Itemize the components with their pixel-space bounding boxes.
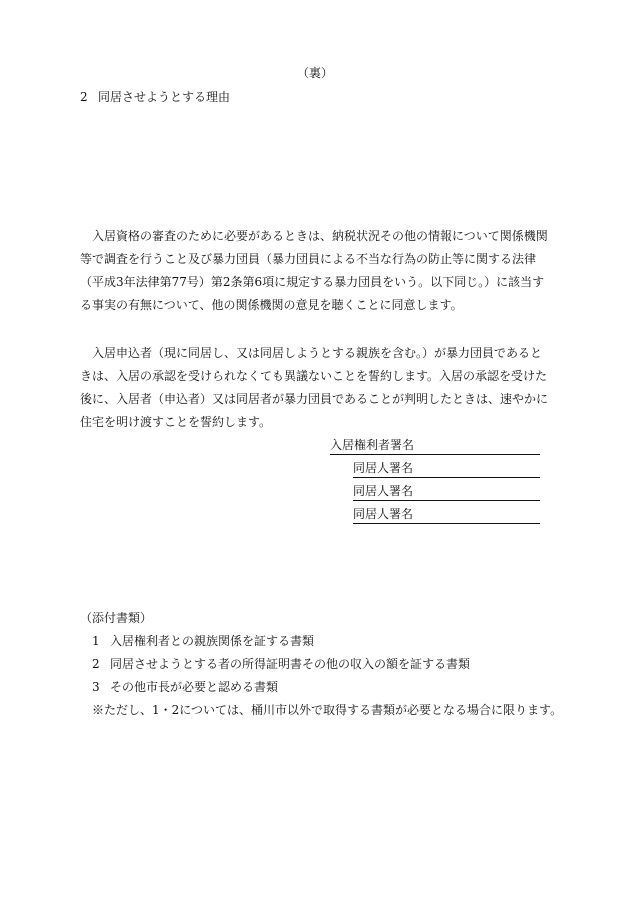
attachment-text: その他市長が必要と認める書類	[110, 680, 279, 694]
signature-label: 入居権利者署名	[330, 438, 415, 452]
section-number: 2	[80, 90, 88, 104]
attachment-item	[92, 678, 278, 695]
attachments-note: ※ただし、1・2については、桶川市以外で取得する書類が必要となる場合に限ります。	[92, 703, 563, 717]
signature-line-cohabitant-1[interactable]	[353, 459, 540, 478]
attachment-text: 入居権利者との親族関係を証する書類	[110, 634, 315, 648]
attachment-text: 同居させようとする者の所得証明書その他の収入の額を証する書類	[110, 657, 471, 671]
section-title: 同居させようとする理由	[98, 90, 231, 104]
signature-line-cohabitant-2[interactable]	[353, 482, 540, 501]
signature-line-cohabitant-3[interactable]	[353, 505, 540, 524]
consent-paragraph-2	[80, 342, 550, 434]
attachment-number: 3	[92, 680, 100, 694]
attachment-item	[92, 632, 314, 649]
signature-label: 同居人署名	[353, 461, 414, 475]
signature-label: 同居人署名	[353, 507, 414, 521]
page-side-label: （裏）	[296, 66, 333, 80]
consent-paragraph-1	[80, 225, 550, 317]
attachment-number: 1	[92, 634, 100, 648]
attachment-number: 2	[92, 657, 100, 671]
attachment-item	[92, 655, 470, 672]
section-heading	[80, 88, 230, 105]
consent-paragraph-1-text: 入居資格の審査のために必要があるときは、納税状況その他の情報について関係機関等で調査を行うこと及び暴力団員（暴力団員による不当な行為の防止等に関する法律（平成3年法律第77号）第2条第6項に規定する暴力団員をいう。以下同じ。）に該当する事実の有無について、他の関係機関の意見を聴くことに同意します。	[80, 229, 548, 312]
attachments-heading: （添付書類）	[80, 611, 153, 625]
consent-paragraph-2-text: 入居申込者（現に同居し、又は同居しようとする親族を含む。）が暴力団員であるときは、入居の承認を受けられなくても異議ないことを誓約します。入居の承認を受けた後に、入居者（申込者）又は同居者が暴力団員であることが判明したときは、速やかに住宅を明け渡すことを誓約します。	[80, 346, 549, 429]
signature-label: 同居人署名	[353, 484, 414, 498]
signature-line-applicant[interactable]	[330, 436, 540, 455]
